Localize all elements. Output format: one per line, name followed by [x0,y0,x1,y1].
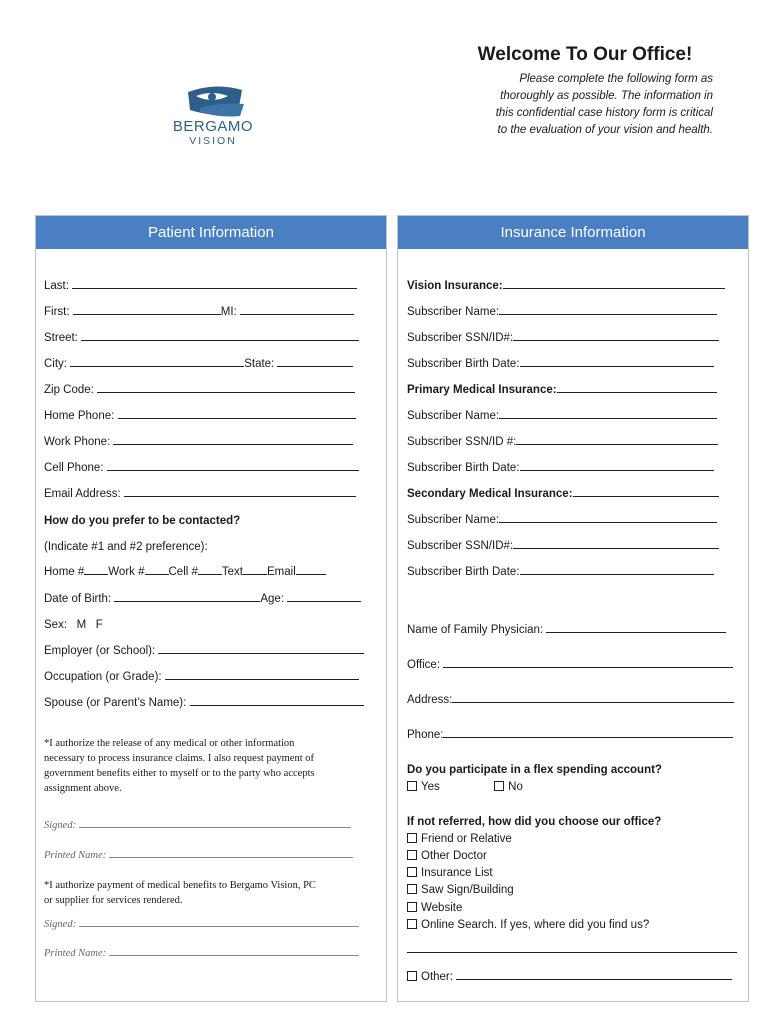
online-search-answer-line[interactable] [407,944,737,956]
checkbox[interactable] [407,850,417,860]
option-label: Other Doctor [421,850,487,862]
option-other-doctor[interactable] [407,850,487,862]
primary-medical-insurance-field[interactable] [407,384,717,396]
occupation-field[interactable] [44,671,359,683]
date-of-birth-field[interactable] [44,593,361,605]
vision-insurance-label: Vision Insurance: [407,280,503,292]
occupation-label: Occupation (or Grade): [44,671,162,683]
flex-spending-question: Do you participate in a flex spending account? [407,764,662,776]
work-option: Work # [108,566,145,578]
phone-label: Phone: [407,729,444,741]
contact-hint: (Indicate #1 and #2 preference): [44,541,208,553]
patient-information-heading: Patient Information [36,216,386,249]
subscriber-birth-date-field-1[interactable] [407,358,714,370]
age-label: Age: [260,593,284,605]
sex-label: Sex: [44,619,68,631]
mi-label: MI: [220,306,237,318]
contact-question: How do you prefer to be contacted? [44,515,241,527]
first-label: First: [44,306,70,318]
subscriber-ssn-field-3[interactable] [407,540,719,552]
other-label: Other: [421,971,453,983]
auth-line: or supplier for services rendered. [44,895,183,906]
option-online-search[interactable] [407,919,649,931]
intro-line: Please complete the following form as [519,73,713,85]
subscriber-birth-date-field-2[interactable] [407,462,714,474]
address-field[interactable] [407,694,734,706]
checkbox[interactable] [407,902,417,912]
spouse-field[interactable] [44,697,364,709]
no-label: No [508,781,523,793]
option-label: Saw Sign/Building [421,884,514,896]
other-field[interactable] [407,971,732,983]
address-label: Address: [407,694,453,706]
signed-field[interactable] [44,820,351,831]
subscriber-ssn-label: Subscriber SSN/ID #: [407,436,517,448]
insurance-information-panel [397,215,749,1002]
auth-line: government benefits either to myself or to the party who accepts [44,768,315,779]
option-label: Friend or Relative [421,833,512,845]
home-phone-field[interactable] [44,410,356,422]
option-label: Website [421,902,463,914]
checkbox[interactable] [407,833,417,843]
email-option: Email [267,566,296,578]
home-phone-label: Home Phone: [44,410,115,422]
intro-text [440,71,713,139]
cell-phone-label: Cell Phone: [44,462,104,474]
option-label: Online Search. If yes, where did you find us? [421,919,650,931]
page-title: Welcome To Our Office! [477,44,693,65]
city-field[interactable] [44,358,353,370]
contact-preference-row[interactable] [44,566,326,578]
office-label: Office: [407,659,441,671]
subscriber-name-label: Subscriber Name: [407,306,500,318]
printed-name-field-2[interactable] [44,948,359,959]
subscriber-name-label: Subscriber Name: [407,514,500,526]
zip-label: Zip Code: [44,384,94,396]
subscriber-name-field-1[interactable] [407,306,717,318]
state-label: State: [244,358,275,370]
yes-label: Yes [421,781,440,793]
insurance-information-heading: Insurance Information [398,216,748,249]
secondary-medical-insurance-field[interactable] [407,488,719,500]
employer-field[interactable] [44,645,364,657]
subscriber-ssn-label: Subscriber SSN/ID#: [407,540,514,552]
secondary-medical-insurance-label: Secondary Medical Insurance: [407,488,573,500]
subscriber-ssn-field-1[interactable] [407,332,719,344]
yes-checkbox[interactable] [407,781,417,791]
authorization-payment-text [44,878,384,908]
office-field[interactable] [407,659,733,671]
option-website[interactable] [407,902,462,914]
subscriber-ssn-label: Subscriber SSN/ID#: [407,332,514,344]
last-name-field[interactable] [44,280,357,292]
cell-phone-field[interactable] [44,462,359,474]
logo-line-2: VISION [189,135,237,147]
auth-line: assignment above. [44,783,122,794]
vision-insurance-field[interactable] [407,280,725,292]
authorization-release-text [44,736,384,796]
option-friend-or-relative[interactable] [407,833,512,845]
sex-m-option[interactable]: M [76,619,87,631]
home-option: Home # [44,566,85,578]
email-label: Email Address: [44,488,121,500]
intro-line: thoroughly as possible. The information in [500,90,713,102]
subscriber-name-field-3[interactable] [407,514,717,526]
text-option: Text [221,566,243,578]
family-physician-label: Name of Family Physician: [407,624,544,636]
other-checkbox[interactable] [407,971,417,981]
work-phone-label: Work Phone: [44,436,111,448]
intro-line: to the evaluation of your vision and health. [497,124,713,136]
intro-line: this confidential case history form is critical [495,107,713,119]
checkbox[interactable] [407,884,417,894]
phone-field[interactable] [407,729,733,741]
signed-label-2: Signed: [44,919,77,930]
signed-field-2[interactable] [44,919,359,930]
city-label: City: [44,358,67,370]
subscriber-birth-date-field-3[interactable] [407,566,714,578]
flex-spending-options [407,781,523,793]
first-name-field[interactable] [44,306,354,318]
printed-name-label: Printed Name: [44,850,107,861]
referral-question: If not referred, how did you choose our office? [407,816,662,828]
email-field[interactable] [44,488,356,500]
street-field[interactable] [44,332,359,344]
checkbox[interactable] [407,867,417,877]
family-physician-field[interactable] [407,624,726,636]
subscriber-birth-date-label: Subscriber Birth Date: [407,566,520,578]
subscriber-birth-date-label: Subscriber Birth Date: [407,462,520,474]
subscriber-ssn-field-2[interactable] [407,436,718,448]
primary-medical-insurance-label: Primary Medical Insurance: [407,384,557,396]
logo-line-1: BERGAMO [172,118,254,135]
logo-text [168,119,258,147]
dob-label: Date of Birth: [44,593,112,605]
auth-line: *I authorize the release of any medical or other information [44,738,295,749]
printed-name-field[interactable] [44,850,353,861]
cell-option: Cell # [168,566,198,578]
spouse-label: Spouse (or Parent’s Name): [44,697,187,709]
printed-name-label-2: Printed Name: [44,948,107,959]
option-saw-sign-building[interactable] [407,884,514,896]
subscriber-name-label: Subscriber Name: [407,410,500,422]
zip-code-field[interactable] [44,384,355,396]
signed-label: Signed: [44,820,77,831]
auth-line: *I authorize payment of medical benefits to Bergamo Vision, PC [44,880,316,891]
sex-field[interactable] [44,619,103,631]
patient-information-panel [35,215,387,1002]
work-phone-field[interactable] [44,436,353,448]
subscriber-name-field-2[interactable] [407,410,717,422]
option-insurance-list[interactable] [407,867,493,879]
last-label: Last: [44,280,69,292]
no-checkbox[interactable] [494,781,504,791]
option-label: Insurance List [421,867,493,879]
checkbox[interactable] [407,919,417,929]
sex-f-option[interactable]: F [95,619,103,631]
employer-label: Employer (or School): [44,645,156,657]
auth-line: necessary to process insurance claims. I also request payment of [44,753,314,764]
subscriber-birth-date-label: Subscriber Birth Date: [407,358,520,370]
street-label: Street: [44,332,78,344]
